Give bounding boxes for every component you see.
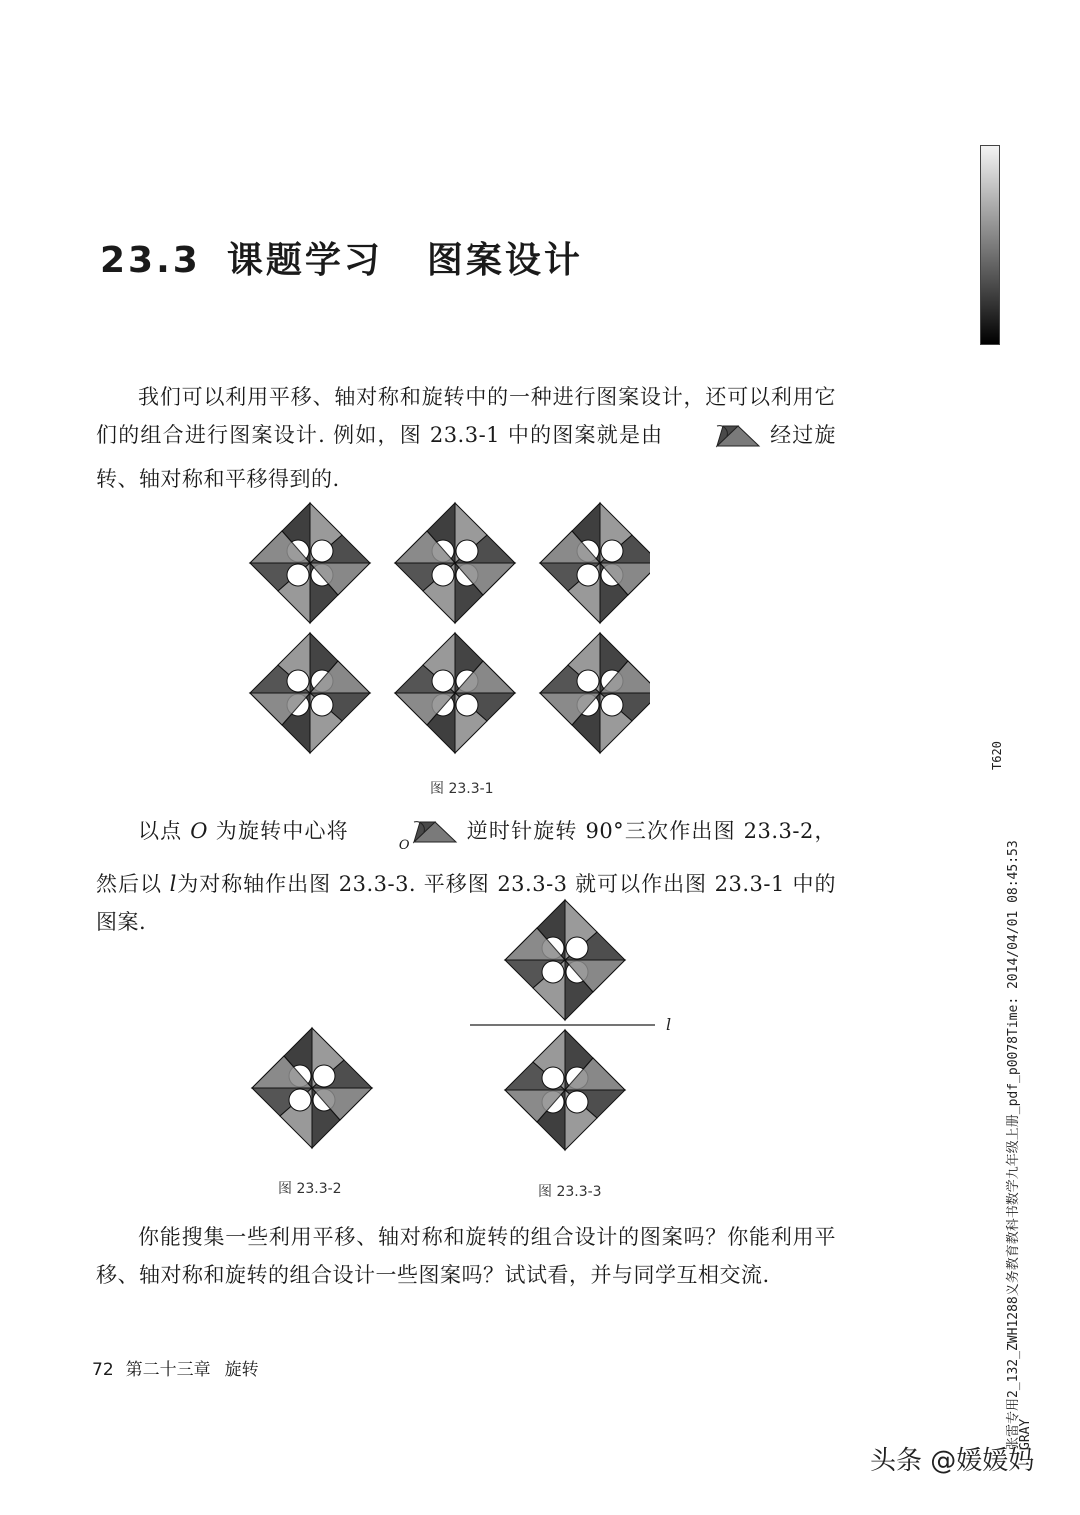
side-gray-label: GRAY (1018, 1418, 1033, 1450)
section-number: 23.3 (100, 240, 201, 281)
page-number: 72 (92, 1360, 114, 1380)
paragraph-intro-text-b: 经过旋转、轴对称和平移得到的. (96, 423, 836, 491)
axis-l-label: l (169, 872, 177, 897)
paragraph-rotation-text-c: 逆时针旋转 90°三次作出图 23.3-2，然后以 (96, 819, 836, 897)
paragraph-rotation-text-d: 为对称轴作出图 23.3-3. 平移图 23.3-3 就可以作出图 23.3-1 中的图案. (96, 872, 836, 935)
pinwheel-pair-1 (250, 503, 370, 753)
paragraph-rotation-text-b: 为旋转中心将 (215, 819, 349, 843)
figure-1-caption: 图 23.3-1 (430, 781, 494, 797)
paragraph-intro (96, 378, 836, 498)
section-title (100, 232, 583, 283)
chapter-label: 第二十三章 (125, 1360, 211, 1380)
paragraph-rotation-text-a: 以点 (138, 819, 183, 843)
page-footer (92, 1355, 259, 1380)
grayscale-calibration-bar (980, 145, 1000, 345)
figure-23-3-3 (470, 892, 680, 1162)
figure-23-3-2 (240, 1020, 390, 1160)
paragraph-question: 你能搜集一些利用平移、轴对称和旋转的组合设计的图案吗？你能利用平移、轴对称和旋转的组合设计一些图案吗？试试看，并与同学互相交流. (96, 1225, 836, 1287)
pinwheel-pair-2 (395, 503, 515, 753)
section-title-part1: 课题学习 (226, 240, 383, 281)
motif-icon (671, 422, 761, 460)
side-scan-info: 张雷专用2_132_ZWH1288义务教育教科书数学九年级上册_pdf_p0078Time: 2014/04/01 08:45:53 (1006, 840, 1021, 1450)
figure-23-3-1 (240, 495, 650, 770)
figure-2-caption: 图 23.3-2 (278, 1181, 342, 1197)
section-title-part2: 图案设计 (426, 240, 583, 281)
motif-center-label: O (398, 838, 411, 854)
point-o-label: O (190, 819, 208, 843)
motif-with-center-icon (357, 818, 458, 865)
side-code: T620 (990, 741, 1004, 770)
paragraph-intro-text-a: 我们可以利用平移、轴对称和旋转中的一种进行图案设计，还可以利用它们的组合进行图案设计. 例如，图 23.3-1 中的图案就是由 (96, 385, 836, 447)
pinwheel-pair-3 (540, 503, 650, 753)
paragraph-rotation (96, 812, 836, 941)
watermark: 头条 @媛媛妈 (870, 1446, 1035, 1476)
section-label: 旋转 (224, 1360, 259, 1380)
figure-3-caption: 图 23.3-3 (538, 1184, 602, 1200)
symmetry-axis-label: l (666, 1015, 672, 1034)
